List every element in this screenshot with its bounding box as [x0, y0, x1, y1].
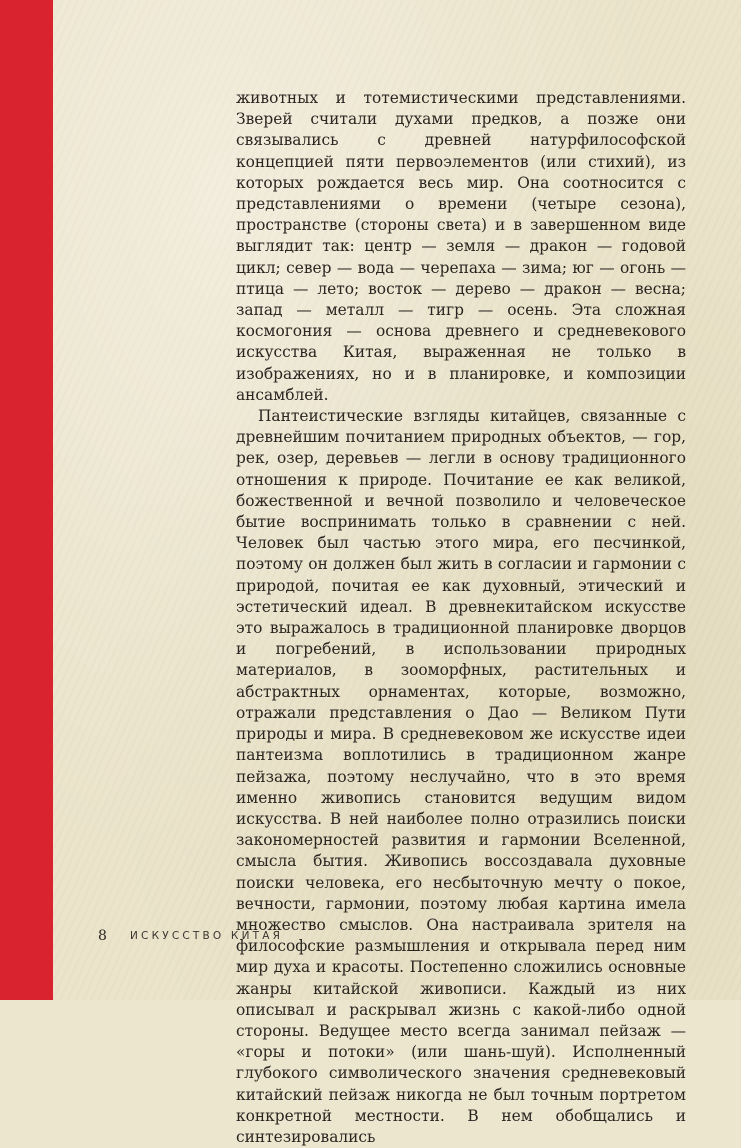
running-title: ИСКУССТВО КИТАЯ — [130, 930, 284, 942]
red-side-bar — [0, 0, 53, 1000]
body-text — [236, 88, 686, 1148]
paragraph-2: Пантеистические взгляды китайцев, связанные с древнейшим почитанием природных объектов, — гор, рек, озер, деревьев — легли в основу традиционного отношения к природе. Почитание ее как великой, божественной и вечной позволило и человеческое бытие воспринимать только в сравнении с ней. Человек был частью этого мира, его песчинкой, поэтому он должен был жить в согласии и гармонии с природой, почитая ее как духовный, этический и эстетический идеал. В древнекитайском искусстве это выражалось в традиционной планировке дворцов и погребений, в использовании природных материалов, в зооморфных, растительных и абстрактных орнаментах, которые, возможно, отражали представления о Дао — Великом Пути природы и мира. В средневековом же искусстве идеи пантеизма воплотились в традиционном жанре пейзажа, поэтому неслучайно, что в это время именно живопись становится ведущим видом искусства. В ней наиболее полно отразились поиски закономерностей развития и гармонии Вселенной, смысла бытия. Живопись воссоздавала духовные поиски человека, его несбыточную мечту о покое, вечности, гармонии, поэтому любая картина имела множество смыслов. Она настраивала зрителя на философские размышления и открывала перед ним мир духа и красоты. Постепенно сложились основные жанры китайской живописи. Каждый из них описывал и раскрывал жизнь с какой-либо одной стороны. Ведущее место всегда занимал пейзаж — «горы и потоки» (или шань-шуй). Исполненный глубокого символического значения средневековый китайский пейзаж никогда не был точным портретом конкретной местности. В нем обобщались и синтезировались — [236, 407, 686, 1146]
page-number: 8 — [98, 928, 107, 944]
page-footer — [98, 926, 283, 946]
paragraph-1: животных и тотемистическими представлениями. Зверей считали духами предков, а позже они связывались с древней натурфилософской концепцией пяти первоэлементов (или стихий), из которых рождается весь мир. Она соотносится с представлениями о времени (четыре сезона), пространстве (стороны света) и в завершенном виде выглядит так: центр — земля — дракон — годовой цикл; север — вода — черепаха — зима; юг — огонь — птица — лето; восток — дерево — дракон — весна; запад — металл — тигр — осень. Эта сложная космогония — основа древнего и средневекового искусства Китая, выраженная не только в изображениях, но и в планировке, и композиции ансамблей. — [236, 89, 686, 404]
